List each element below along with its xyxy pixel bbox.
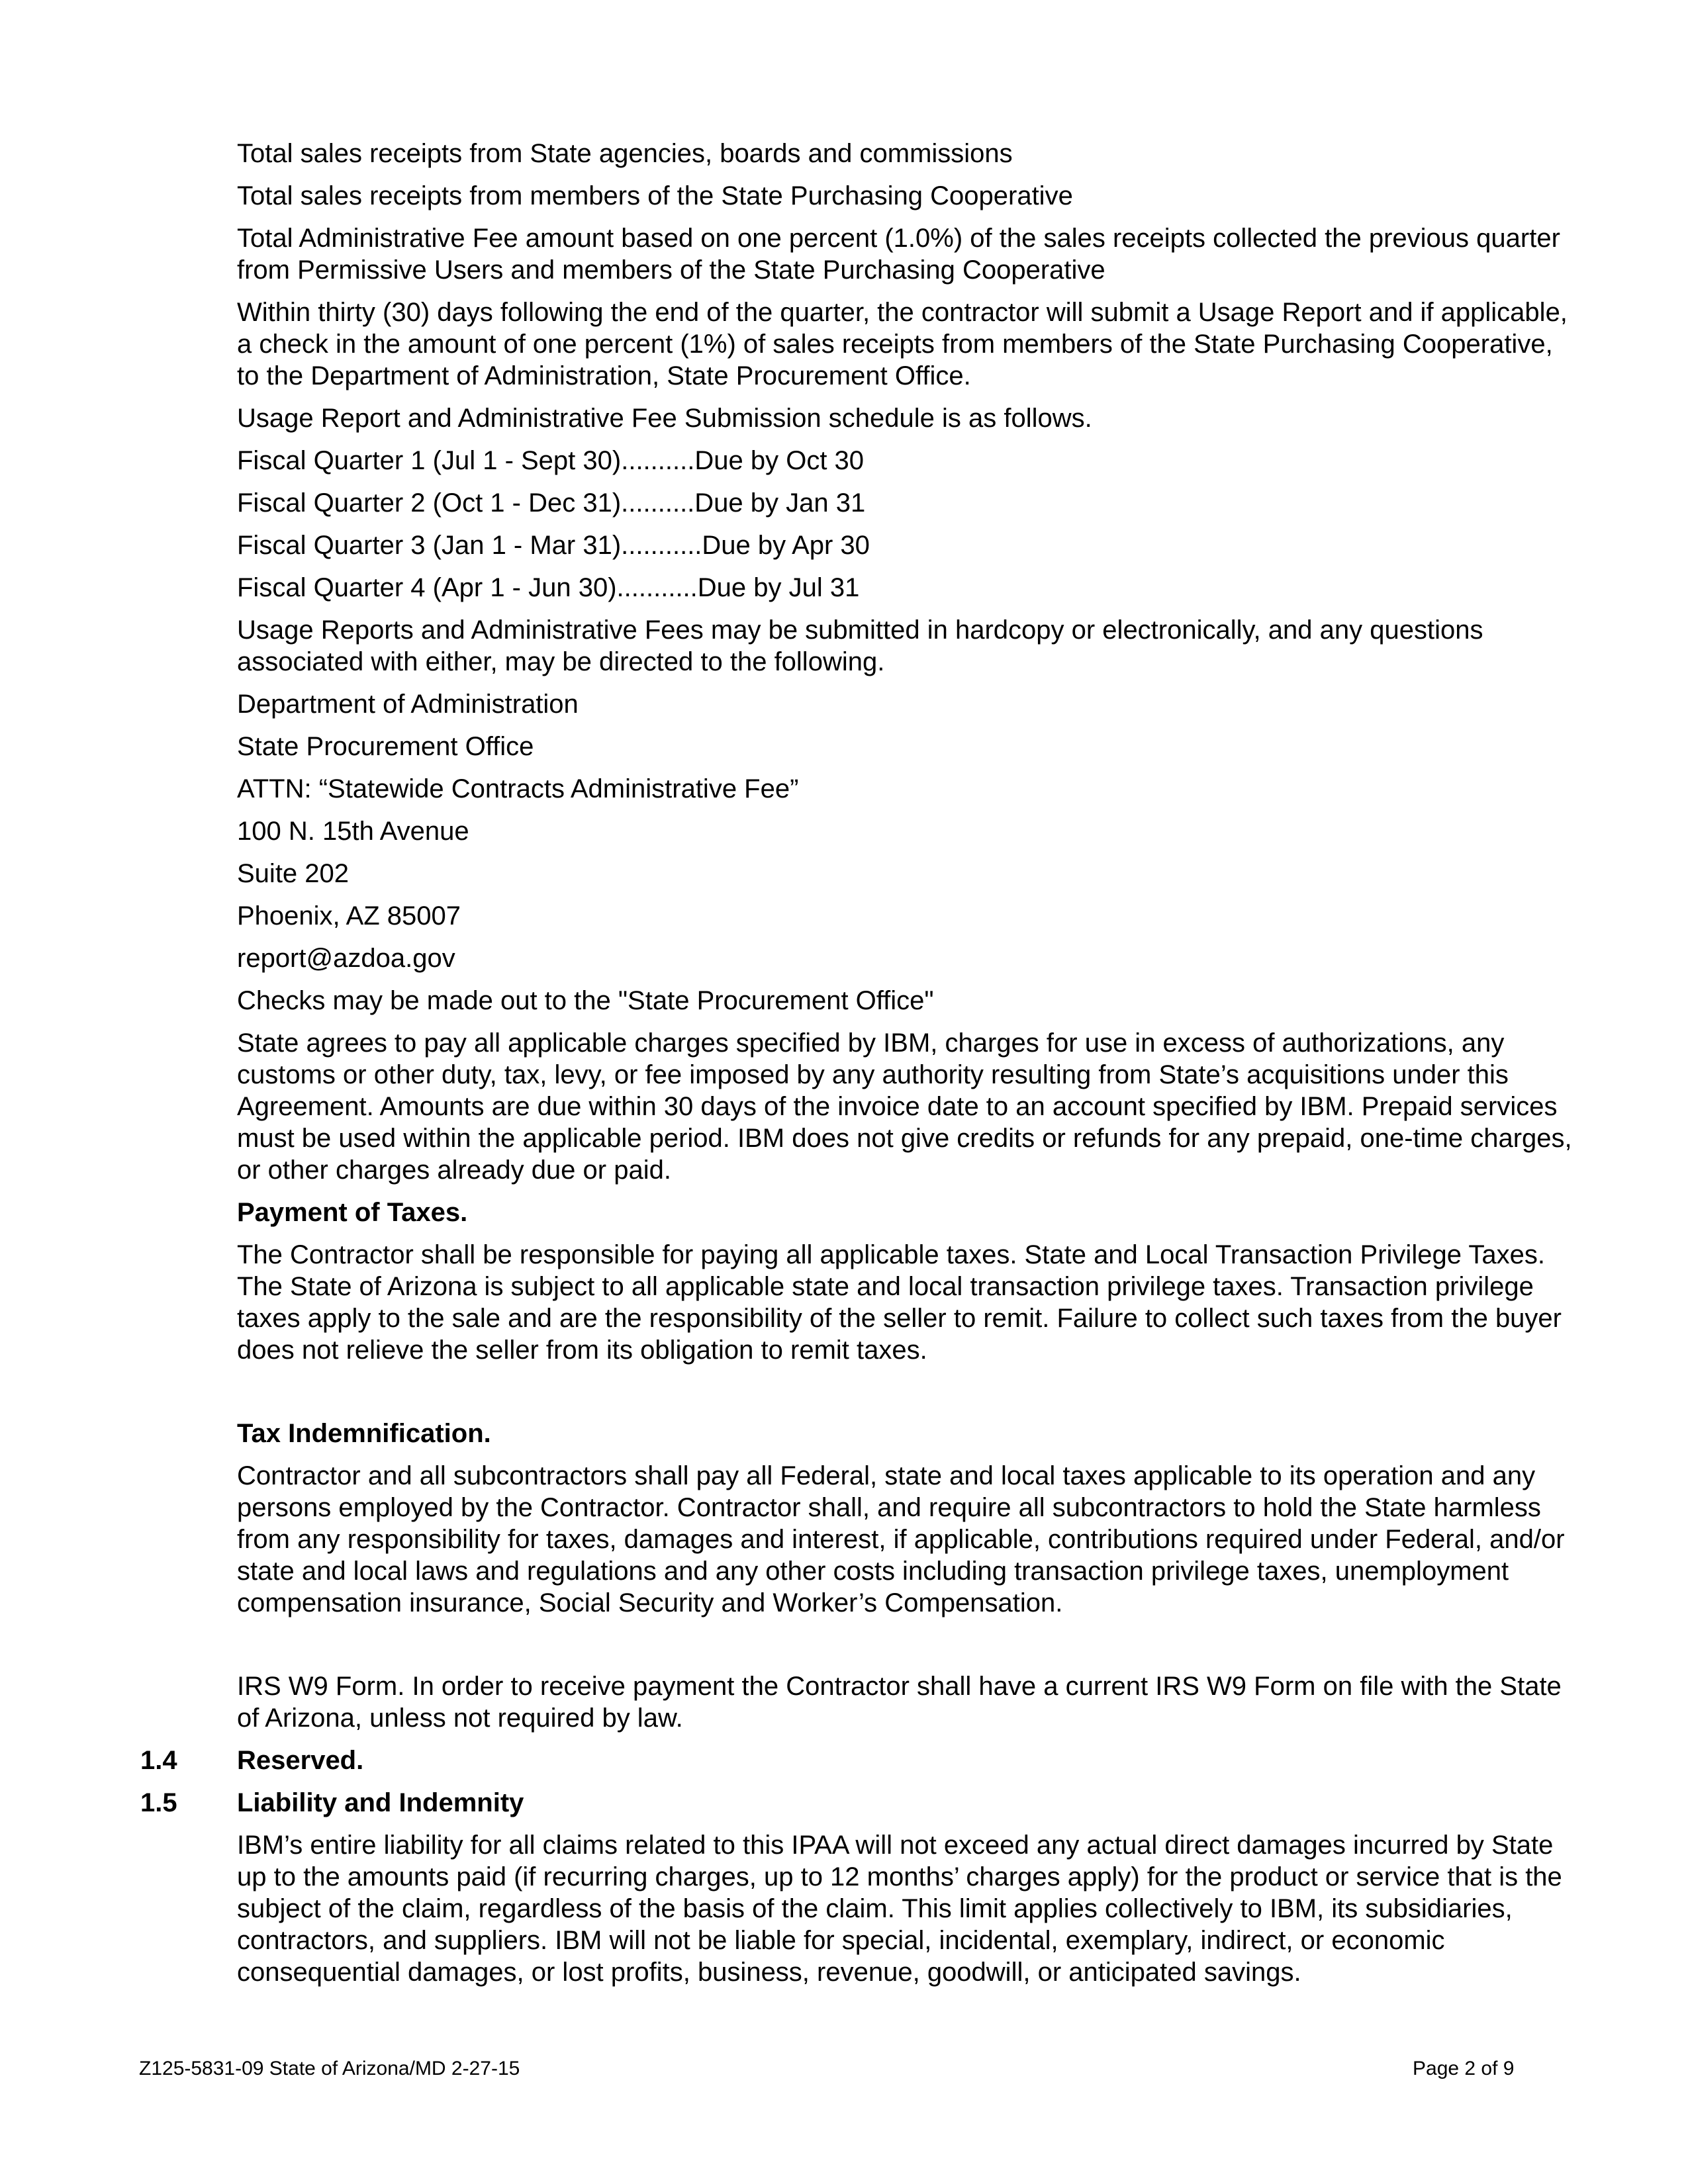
section-title: Liability and Indemnity xyxy=(237,1788,524,1817)
section-1-5-heading xyxy=(140,1787,1574,1819)
section-number: 1.5 xyxy=(140,1788,177,1817)
heading-payment-of-taxes: Payment of Taxes. xyxy=(237,1198,468,1227)
paragraph-charges: State agrees to pay all applicable charges specified by IBM, charges for use in excess of authorizations, any customs or other duty, tax, levy, or fee imposed by any authority resulting from State’s acquisitions under this Agreement. Amounts are due within 30 days of the invoice date to an account specified by IBM. Prepaid services must be used within the applicable period. IBM does not give credits or refunds for any prepaid, one-time charges, or other charges already due or paid. xyxy=(237,1028,1572,1185)
footer-document-id: Z125-5831-09 State of Arizona/MD 2-27-15 xyxy=(139,2058,520,2079)
paragraph-tax-indemnification: Contractor and all subcontractors shall pay all Federal, state and local taxes applicable to its operation and any persons employed by the Contractor. Contractor shall, and require all subcontractors to hold the State harmless from any responsibility for taxes, damages and interest, if applicable, contributions required under Federal, and/or state and local laws and regulations and any other costs including transaction privilege taxes, unemployment compensation insurance, Social Security and Worker’s Compensation. xyxy=(237,1461,1565,1617)
address-line-email: report@azdoa.gov xyxy=(237,944,455,973)
paragraph-usage-report-deadline: Within thirty (30) days following the end of the quarter, the contractor will submit a Usage Report and if applicable, a check in the amount of one percent (1%) of sales receipts from members of the State Purchasing Cooperative, to the Department of Administration, State Procurement Office. xyxy=(237,298,1568,390)
paragraph-irs-w9: IRS W9 Form. In order to receive payment the Contractor shall have a current IRS W9 Form on file with the State of Arizona, unless not required by law. xyxy=(237,1672,1562,1733)
paragraph-payment-of-taxes: The Contractor shall be responsible for paying all applicable taxes. State and Local Transaction Privilege Taxes. The State of Arizona is subject to all applicable state and local transaction privilege taxes. Transaction privilege taxes apply to the sale and are the responsibility of the seller to remit. Failure to collect such taxes from the buyer does not relieve the seller from its obligation to remit taxes. xyxy=(237,1240,1562,1365)
spacer xyxy=(237,1629,1574,1670)
paragraph-schedule-intro: Usage Report and Administrative Fee Submission schedule is as follows. xyxy=(237,404,1092,433)
address-line-street: 100 N. 15th Avenue xyxy=(237,817,469,846)
heading-tax-indemnification: Tax Indemnification. xyxy=(237,1419,491,1448)
paragraph-checks-payee: Checks may be made out to the "State Procurement Office" xyxy=(237,986,934,1015)
schedule-quarter-3: Fiscal Quarter 3 (Jan 1 - Mar 31)...........Due by Apr 30 xyxy=(237,531,870,560)
address-line-attn: ATTN: “Statewide Contracts Administrative Fee” xyxy=(237,774,799,803)
paragraph-submission-method: Usage Reports and Administrative Fees may be submitted in hardcopy or electronically, and any questions associated with either, may be directed to the following. xyxy=(237,615,1483,676)
paragraph-state-agency-receipts: Total sales receipts from State agencies, boards and commissions xyxy=(237,139,1013,168)
spacer xyxy=(237,1377,1574,1418)
section-title: Reserved. xyxy=(237,1746,364,1775)
paragraph-cooperative-receipts: Total sales receipts from members of the State Purchasing Cooperative xyxy=(237,181,1073,210)
footer-page-number: Page 2 of 9 xyxy=(1413,2058,1515,2079)
address-line-city: Phoenix, AZ 85007 xyxy=(237,901,461,931)
schedule-quarter-2: Fiscal Quarter 2 (Oct 1 - Dec 31)..........Due by Jan 31 xyxy=(237,488,866,518)
schedule-quarter-4: Fiscal Quarter 4 (Apr 1 - Jun 30)...........Due by Jul 31 xyxy=(237,573,860,602)
section-1-4-heading xyxy=(140,1745,1574,1776)
address-line-office: State Procurement Office xyxy=(237,732,534,761)
address-line-suite: Suite 202 xyxy=(237,859,350,888)
document-body xyxy=(140,138,1574,1999)
paragraph-liability: IBM’s entire liability for all claims related to this IPAA will not exceed any actual direct damages incurred by State up to the amounts paid (if recurring charges, up to 12 months’ charges apply) for the product or service that is the subject of the claim, regardless of the basis of the claim. This limit applies collectively to IBM, its subsidiaries, contractors, and suppliers. IBM will not be liable for special, incidental, exemplary, indirect, or economic consequential damages, or lost profits, business, revenue, goodwill, or anticipated savings. xyxy=(237,1831,1562,1987)
address-line-department: Department of Administration xyxy=(237,690,579,719)
section-number: 1.4 xyxy=(140,1746,177,1775)
paragraph-admin-fee-amount: Total Administrative Fee amount based on one percent (1.0%) of the sales receipts collected the previous quarter from Permissive Users and members of the State Purchasing Cooperative xyxy=(237,224,1560,285)
schedule-quarter-1: Fiscal Quarter 1 (Jul 1 - Sept 30)..........Due by Oct 30 xyxy=(237,446,865,475)
